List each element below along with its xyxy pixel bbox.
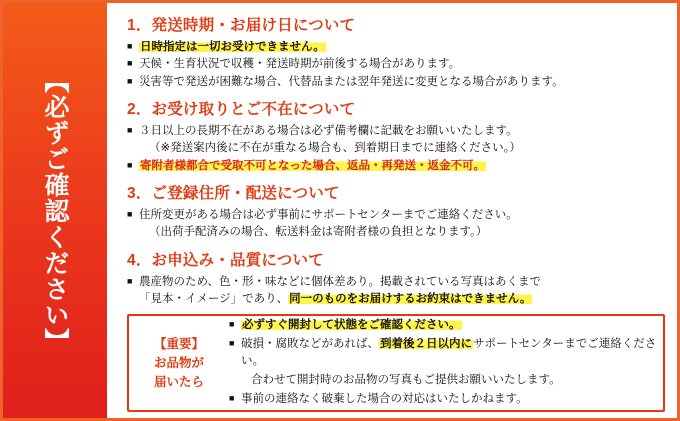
notice-line — [127, 291, 665, 307]
section-quality — [127, 248, 665, 308]
sidebar-banner-label: 【必ずご確認ください】 — [41, 67, 69, 354]
important-item: 合わせて開封時のお品物の写真もご提供お願いいたします。 — [251, 373, 561, 386]
section-shipping — [127, 13, 665, 90]
section-address — [127, 181, 665, 241]
important-item-highlight: 到着後２日以内に — [380, 337, 472, 350]
important-body — [225, 318, 657, 405]
notice-line: ■ 農産物のため、色・形・味などに個体差あり。掲載されている写真はあくまで — [127, 274, 665, 290]
important-item — [229, 336, 657, 370]
notice-line — [127, 39, 665, 55]
notice-line-text: 寄附者様都合で受取不可となった場合、返品・再発送・返金不可。 — [140, 159, 485, 172]
important-item-prefix: 破損・腐敗などがあれば、 — [241, 337, 379, 350]
notice-line: （出荷手配済みの場合、転送料金は寄附者様の負担となります。） — [149, 226, 488, 239]
section-title: 4．お申込み・品質について — [127, 251, 324, 269]
notice-content — [107, 3, 677, 418]
important-item — [229, 317, 657, 334]
sidebar-banner — [3, 3, 107, 418]
section-receiving — [127, 97, 665, 174]
important-label-line2: お品物が — [153, 355, 204, 370]
important-box — [127, 314, 665, 412]
section-title: 3．ご登録住所・配送について — [127, 184, 340, 202]
notice-line — [127, 158, 665, 174]
important-label — [133, 322, 225, 404]
section-title: 2．お受け取りとご不在について — [127, 100, 356, 118]
important-item-suffix: サポートセンターまでご連絡ください。 — [241, 337, 657, 367]
important-label-line1: 【重要】 — [153, 337, 204, 352]
notice-line: （※発送案内後に不在が重なる場合も、到着期日までに連絡ください。） — [149, 142, 521, 155]
notice-line: ■ ３日以上の長期不在がある場合は必ず備考欄に記載をお願いいたします。 — [127, 123, 665, 139]
important-item-text: 必ずすぐ開封して状態をご確認ください。 — [242, 318, 461, 331]
notice-line-text: 同一のものをお届けするお約束はできません。 — [289, 292, 532, 305]
notice-line: ■ 住所変更がある場合は必ず事前にサポートセンターまでご連絡ください。 — [127, 207, 665, 223]
notice-line: ■ 災害等で発送が困難な場合、代替品または翌年発送に変更となる場合があります。 — [127, 74, 665, 90]
section-title: 1．発送時期・お届け日について — [127, 17, 356, 34]
important-label-line3: 届いたら — [153, 374, 204, 389]
important-item: ■ 事前の連絡なく破棄した場合の対応はいたしかねます。 — [229, 391, 657, 408]
notice-line: ■ 天候・生育状況で収穫・発送時期が前後する場合があります。 — [127, 56, 665, 72]
notice-line-prefix: 「見本・イメージ」であり、 — [139, 292, 289, 305]
notice-line-text: 日時指定は一切お受けできません。 — [140, 41, 325, 53]
